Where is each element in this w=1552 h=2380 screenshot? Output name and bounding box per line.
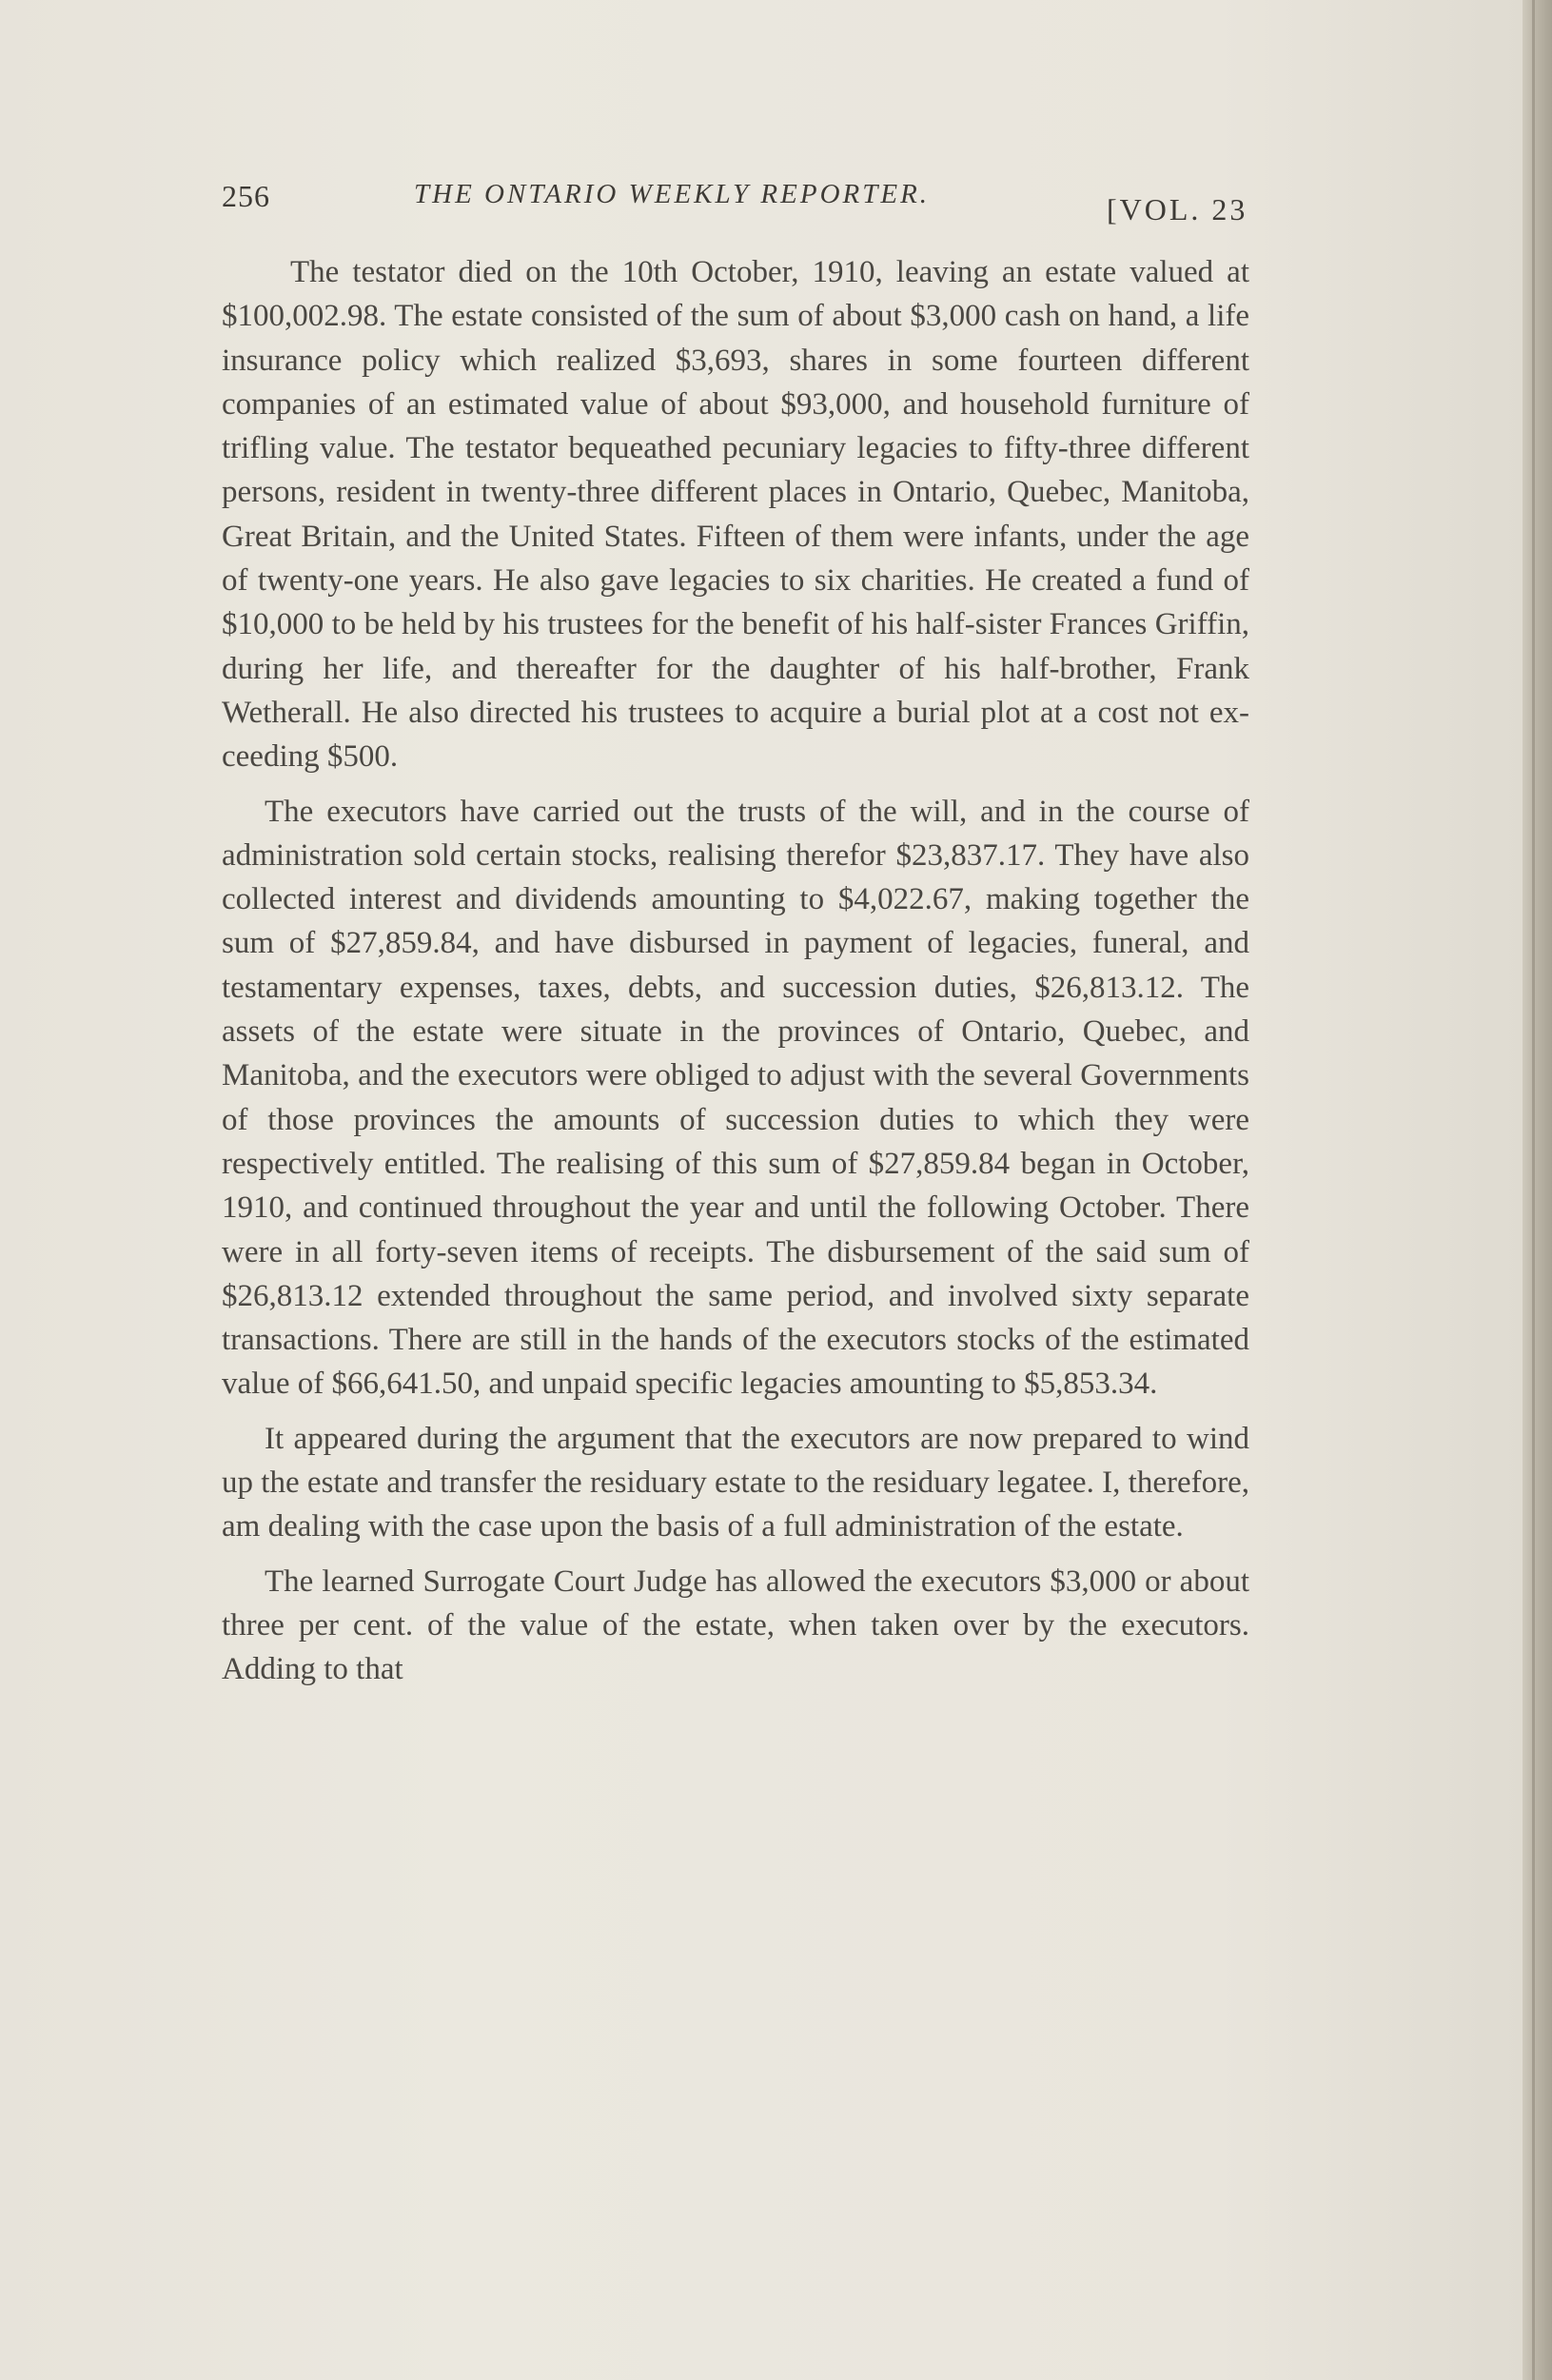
paragraph-1: The testator died on the 10th October, 1910, leaving an estate valued at $100,002.98. The estate consisted of the sum of about $3,000 cash on hand, a life insurance policy which realized $3,693, shares in some fourteen different companies of an estimated value of about $93,000, and household furniture of trifling value. The testator bequeathed pecuniary legacies to fifty-three different persons, resident in twenty-three different places in Ontario, Quebec, Manitoba, Great Britain, and the United States. Fifteen of them were infants, under the age of twenty-one years. He also gave legacies to six charities. He created a fund of $10,000 to be held by his trustees for the benefit of his half-sister Frances Griffin, during her life, and thereafter for the daughter of his half-brother, Frank Wetherall. He also directed his trustees to acquire a burial plot at a cost not exceeding $500. (222, 255, 1249, 775)
paragraph-3: It appeared during the argument that the executors are now prepared to wind up the estate and transfer the residuary estate to the residuary legatee. I, therefore, am dealing with the case upon the basis of a full administration of the estate. (222, 1421, 1249, 1544)
paragraph-2: The executors have carried out the trusts of the will, and in the course of administration sold certain stocks, realising therefor $23,837.17. They have also collected interest and dividends amounting to $4,022.67, making together the sum of $27,859.84, and have disbursed in payment of legacies, funeral, and testamentary expenses, taxes, debts, and succession duties, $26,813.12. The assets of the estate were situate in the provinces of Ontario, Quebec, and Manitoba, and the executors were obliged to adjust with the several Governments of those provinces the amounts of succession duties to which they were respectively entitled. The realising of this sum of $27,859.84 began in October, 1910, and continued throughout the year and until the following October. There were in all forty-seven items of receipts. The disbursement of the said sum of $26,813.12 extended throughout the same period, and involved sixty separate transactions. There are still in the hands of the executors stocks of the estimated value of $66,641.50, and unpaid specific legacies amounting to $5,853.34. (222, 794, 1249, 1402)
page-number: 256 (222, 179, 270, 213)
body-text (222, 250, 1249, 1702)
paragraph-4: The learned Surrogate Court Judge has allowed the executors $3,000 or about three per cent. of the value of the estate, when taken over by the executors. Adding to that (222, 1564, 1249, 1687)
running-title: THE ONTARIO WEEKLY REPORTER. (414, 179, 931, 209)
page-binding-edge (1523, 0, 1552, 2380)
volume-label: [VOL. 23 (1107, 192, 1248, 226)
page-header (222, 179, 1249, 236)
